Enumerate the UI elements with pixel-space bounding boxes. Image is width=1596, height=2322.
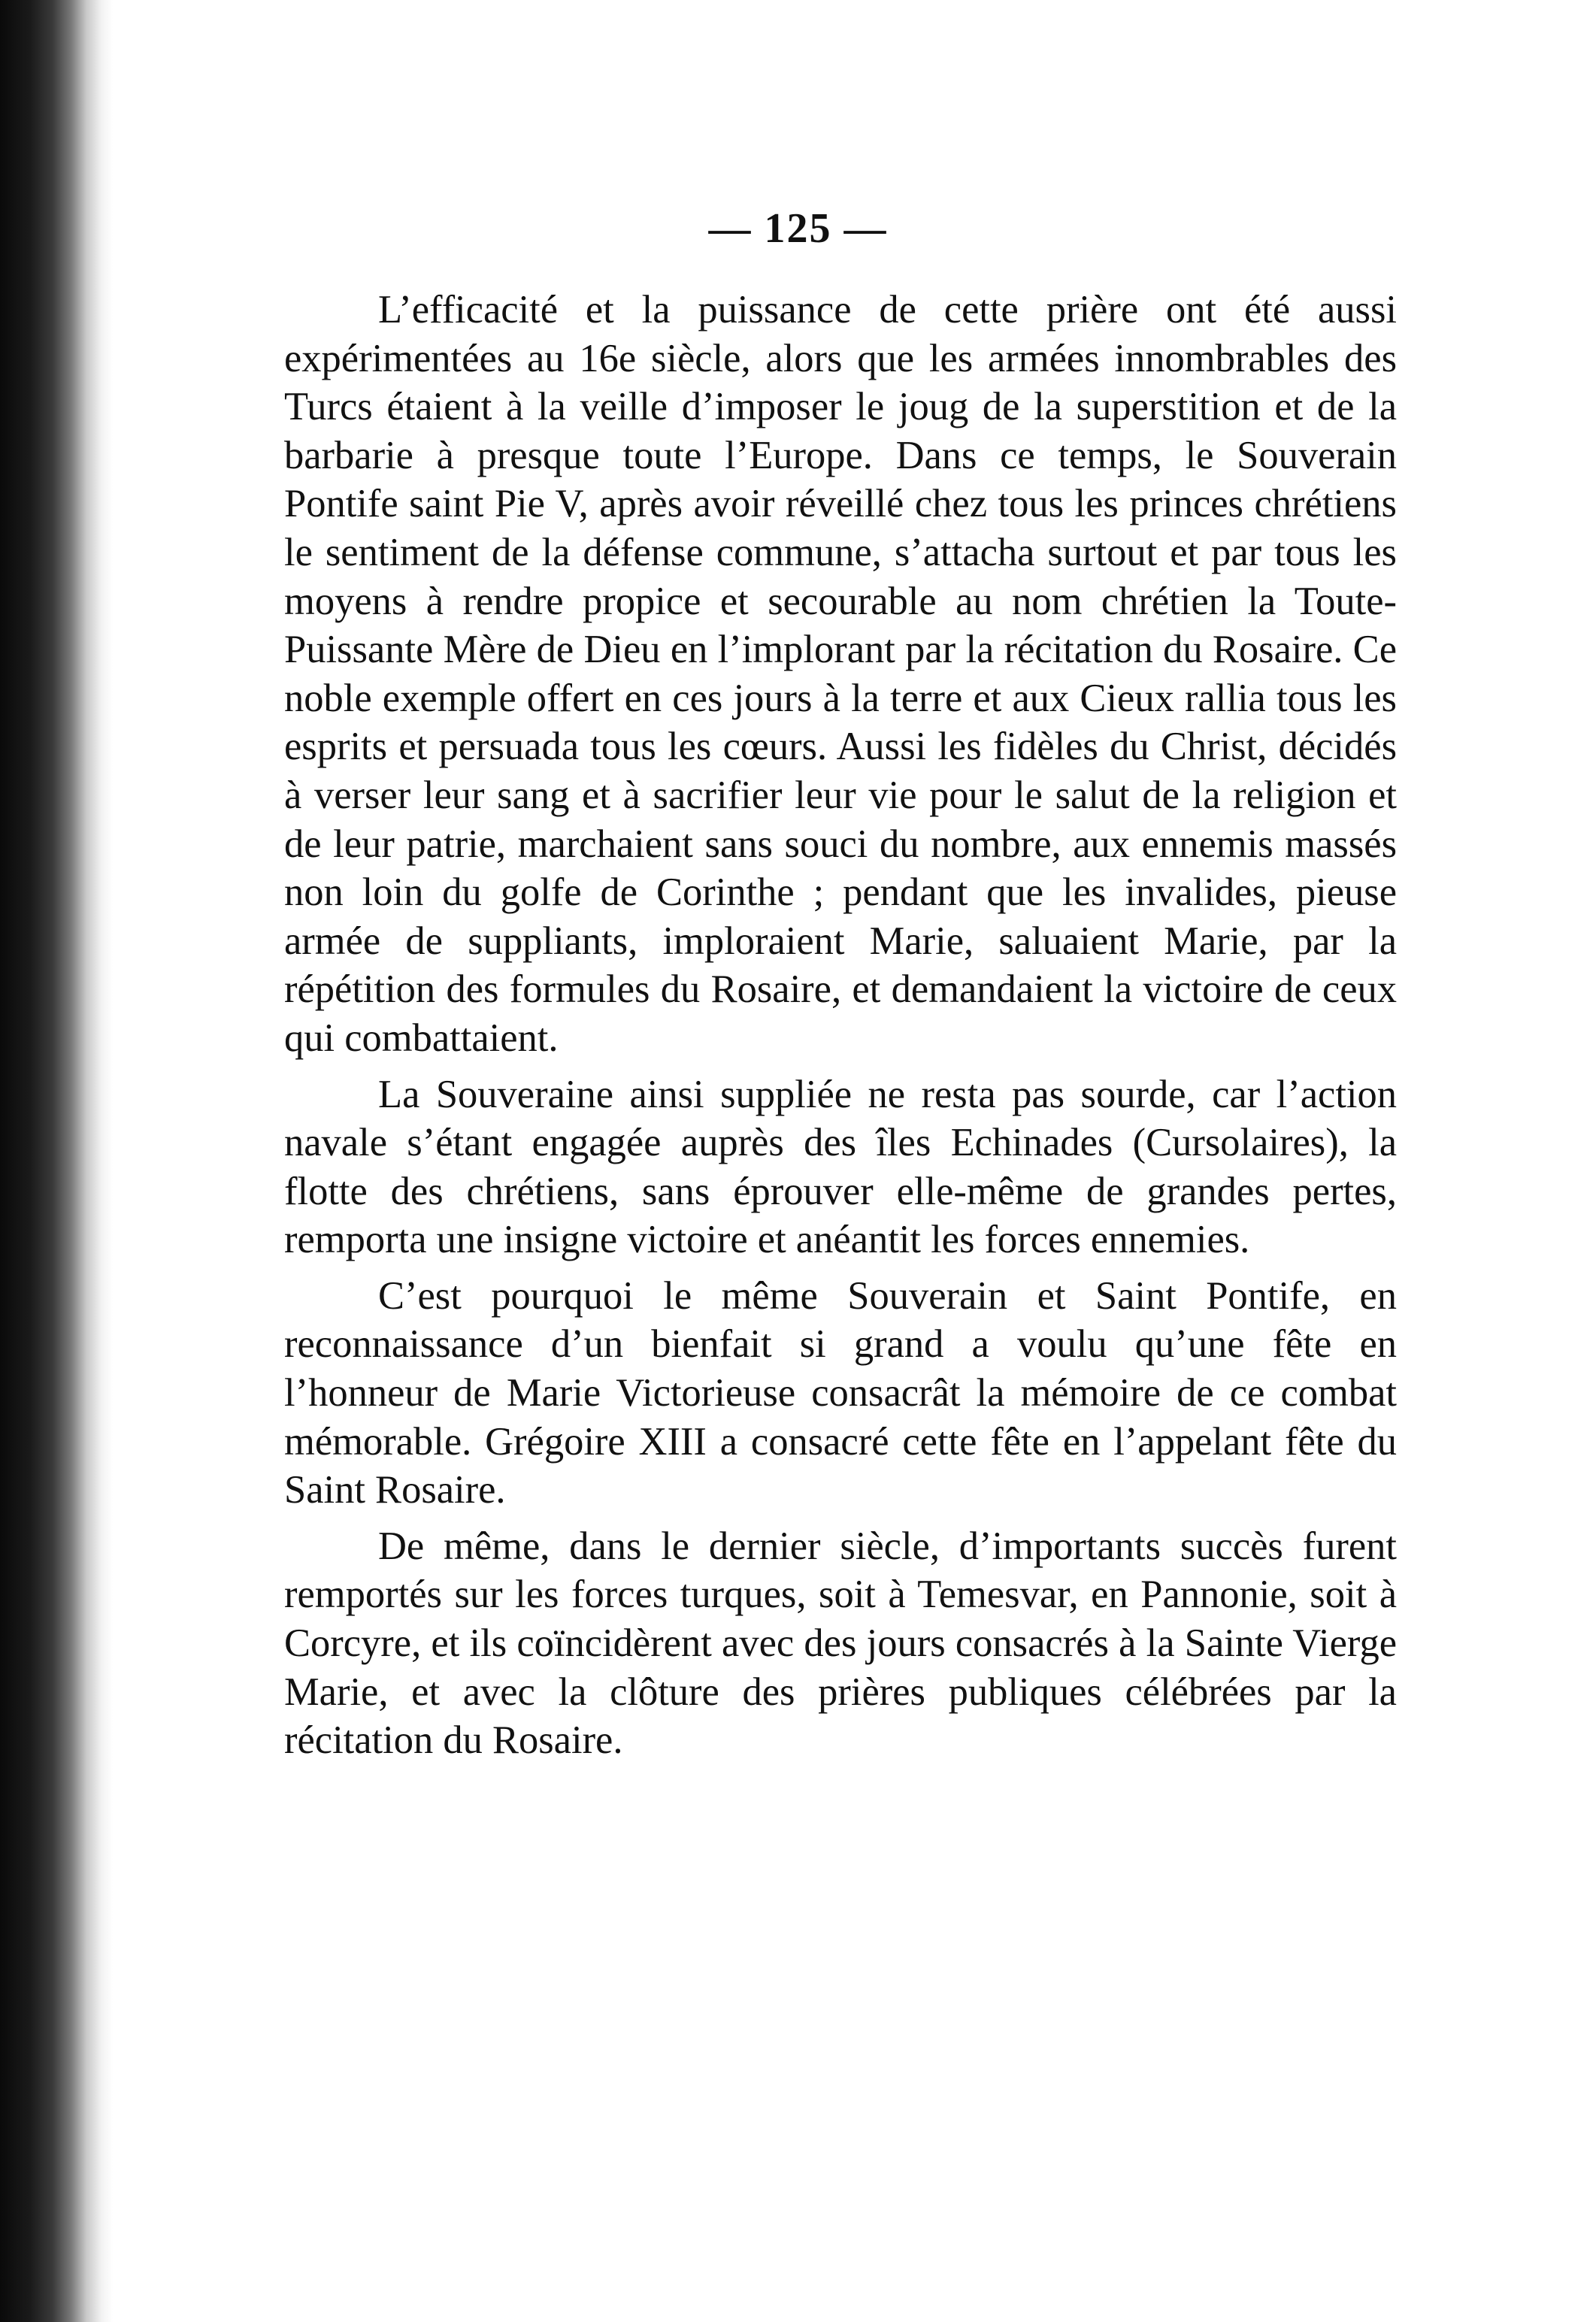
page-number: — 125 — [708,205,888,252]
paragraph-3: C’est pourquoi le même Souverain et Saint Pontife, en reconnaissance d’un bienfait si grand a voulu qu’une fête en l’honneur de Marie Victorieuse consacrât la mémoire de ce combat mémorable. Grégoire XIII a consacré cette fête en l’appelant fête du Saint Rosaire. [284,1273,1397,1512]
paragraph-2: La Souveraine ainsi suppliée ne resta pas sourde, car l’action navale s’étant engagée auprès des îles Echinades (Cursolaires), la flotte des chrétiens, sans éprouver elle-même de grandes pertes, remporta une insigne victoire et anéantit les forces ennemies. [284,1072,1397,1262]
body-text [284,286,1397,1765]
paragraph-4: De même, dans le dernier siècle, d’importants succès furent remportés sur les forces turques, soit à Temesvar, en Pannonie, soit à Corcyre, et ils coïncidèrent avec des jours consacrés à la Sainte Vierge Marie, et avec la clôture des prières publiques célébrées par la récitation du Rosaire. [284,1524,1397,1763]
page-binding-edge [0,0,113,2322]
paragraph-1: L’efficacité et la puissance de cette prière ont été aussi expérimentées au 16e siècle, alors que les armées innombrables des Turcs étaient à la veille d’imposer le joug de la superstition et de la barbarie à presque toute l’Europe. Dans ce temps, le Souverain Pontife saint Pie V, après avoir réveillé chez tous les princes chrétiens le sentiment de la défense commune, s’attacha surtout et par tous les moyens à rendre propice et secourable au nom chrétien la Toute-Puissante Mère de Dieu en l’implorant par la récitation du Rosaire. Ce noble exemple offert en ces jours à la terre et aux Cieux rallia tous les esprits et persuada tous les cœurs. Aussi les fidèles du Christ, décidés à verser leur sang et à sacrifier leur vie pour le salut de la religion et de leur patrie, marchaient sans souci du nombre, aux ennemis massés non loin du golfe de Corinthe ; pendant que les invalides, pieuse armée de suppliants, imploraient Marie, saluaient Marie, par la répétition des formules du Rosaire, et demandaient la victoire de ceux qui combattaient. [284,288,1397,1060]
